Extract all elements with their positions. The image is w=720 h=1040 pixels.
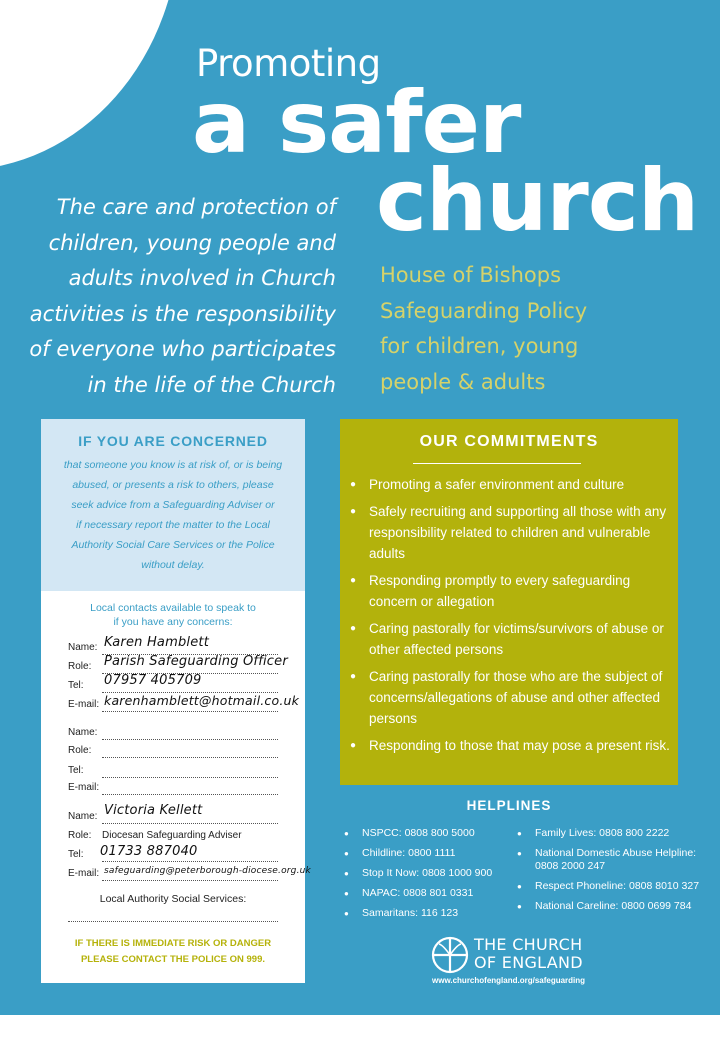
name-line bbox=[102, 823, 278, 824]
helpline-item: ● NAPAC: 0808 801 0331 bbox=[344, 887, 514, 900]
helplines-title: HELPLINES bbox=[466, 798, 552, 813]
concern-line: seek advice from a Safeguarding Adviser or bbox=[71, 499, 275, 511]
helplines-column-2 bbox=[517, 827, 712, 920]
tel-label: Tel: bbox=[68, 680, 84, 691]
commitment-item: ● Caring pastorally for victims/survivors of abuse or other affected persons bbox=[350, 618, 674, 660]
intro-line: of everyone who participates bbox=[29, 337, 336, 361]
helpline-item: ● Childline: 0800 1111 bbox=[344, 847, 514, 860]
role-label: Role: bbox=[68, 745, 92, 756]
commitments-panel bbox=[340, 419, 678, 785]
commitment-item: ● Responding to those that may pose a present risk. bbox=[350, 735, 674, 756]
commitment-item: ● Safely recruiting and supporting all those with any responsibility related to children and vulnerable adults bbox=[350, 501, 674, 564]
police-notice bbox=[41, 936, 305, 968]
safeguarding-url[interactable]: www.churchofengland.org/safeguarding bbox=[432, 976, 586, 985]
commitments-title: OUR COMMITMENTS bbox=[419, 433, 599, 450]
helpline-item: ● Samaritans: 116 123 bbox=[344, 907, 514, 920]
role-label: Role: bbox=[68, 830, 92, 841]
commitment-item: ● Responding promptly to every safeguarding concern or allegation bbox=[350, 570, 674, 612]
name-line bbox=[102, 739, 278, 740]
header-promoting: Promoting bbox=[196, 42, 381, 85]
name-label: Name: bbox=[68, 727, 98, 738]
helplines-column-1 bbox=[344, 827, 514, 927]
policy-subtitle bbox=[380, 258, 700, 400]
contact3-email: safeguarding@peterborough-diocese.org.uk bbox=[104, 866, 311, 876]
email-label: E-mail: bbox=[68, 782, 100, 793]
concern-line: Authority Social Care Services or the Police bbox=[71, 539, 275, 551]
concern-line: that someone you know is at risk of, or is being bbox=[63, 459, 283, 471]
intro-line: activities is the responsibility bbox=[29, 301, 336, 326]
email-line bbox=[102, 880, 278, 881]
corner-decoration bbox=[0, 0, 180, 170]
contact1-tel: 07957 405709 bbox=[104, 673, 202, 688]
concern-panel bbox=[41, 419, 305, 591]
police-line: IF THERE IS IMMEDIATE RISK OR DANGER bbox=[74, 938, 272, 949]
intro-line: adults involved in Church bbox=[68, 266, 336, 290]
contact3-name: Victoria Kellett bbox=[104, 803, 203, 818]
name-label: Name: bbox=[68, 642, 98, 653]
role-line bbox=[102, 757, 278, 758]
intro-line: The care and protection of bbox=[56, 195, 336, 219]
helpline-item: ● NSPCC: 0808 800 5000 bbox=[344, 827, 514, 840]
policy-line: people & adults bbox=[380, 369, 546, 394]
email-label: E-mail: bbox=[68, 699, 100, 710]
local-authority-line bbox=[68, 921, 278, 922]
contact1-role: Parish Safeguarding Officer bbox=[104, 654, 288, 669]
contact1-email: karenhamblett@hotmail.co.uk bbox=[104, 693, 300, 708]
intro-line: in the life of the Church bbox=[87, 372, 336, 397]
helpline-item: ● Respect Phoneline: 0808 8010 327 bbox=[517, 880, 712, 893]
contact3-role: Diocesan Safeguarding Adviser bbox=[102, 830, 242, 841]
local-authority-label: Local Authority Social Services: bbox=[99, 893, 247, 905]
concern-line: if necessary report the matter to the Local bbox=[76, 519, 270, 531]
commitment-item: ● Caring pastorally for those who are the subject of concerns/allegations of abuse and other affected persons bbox=[350, 666, 674, 729]
helpline-item: ● Family Lives: 0808 800 2222 bbox=[517, 827, 712, 840]
commitments-list bbox=[350, 474, 674, 762]
concern-title: IF YOU ARE CONCERNED bbox=[78, 433, 268, 449]
helpline-item: ● National Domestic Abuse Helpline: 0808 2000 247 bbox=[517, 847, 712, 873]
contacts-heading bbox=[41, 601, 305, 629]
policy-line: Safeguarding Policy bbox=[380, 298, 588, 323]
commitment-item: ● Promoting a safer environment and culture bbox=[350, 474, 674, 495]
local-contacts-panel bbox=[41, 591, 311, 983]
church-of-england-wordmark bbox=[474, 936, 583, 972]
policy-line: House of Bishops bbox=[380, 263, 562, 287]
church-of-england-logo-icon bbox=[430, 935, 470, 975]
email-line bbox=[102, 794, 278, 795]
intro-line: children, young people and bbox=[48, 230, 336, 255]
intro-statement bbox=[20, 190, 336, 403]
concern-line: abused, or presents a risk to others, please bbox=[72, 479, 274, 491]
tel-line bbox=[102, 861, 278, 862]
org-name-line: THE CHURCH bbox=[474, 935, 583, 954]
org-name-line: OF ENGLAND bbox=[474, 953, 583, 972]
email-label: E-mail: bbox=[68, 868, 100, 879]
role-label: Role: bbox=[68, 661, 92, 672]
concern-text bbox=[41, 455, 305, 575]
header-a-safer: a safer bbox=[192, 73, 521, 173]
tel-label: Tel: bbox=[68, 765, 84, 776]
contact3-tel: 01733 887040 bbox=[100, 844, 198, 859]
concern-line: without delay. bbox=[141, 559, 205, 571]
contacts-heading-line: Local contacts available to speak to bbox=[90, 602, 256, 614]
policy-line: for children, young bbox=[380, 334, 579, 358]
helpline-item: ● National Careline: 0800 0699 784 bbox=[517, 900, 712, 913]
police-line: PLEASE CONTACT THE POLICE ON 999. bbox=[80, 954, 266, 965]
contacts-heading-line: if you have any concerns: bbox=[113, 616, 233, 628]
header-church: church bbox=[376, 151, 699, 251]
helpline-item: ● Stop It Now: 0808 1000 900 bbox=[344, 867, 514, 880]
email-line bbox=[102, 711, 278, 712]
tel-line bbox=[102, 777, 278, 778]
tel-label: Tel: bbox=[68, 849, 84, 860]
commitments-divider bbox=[413, 463, 581, 464]
name-label: Name: bbox=[68, 811, 98, 822]
contact1-name: Karen Hamblett bbox=[104, 635, 210, 650]
